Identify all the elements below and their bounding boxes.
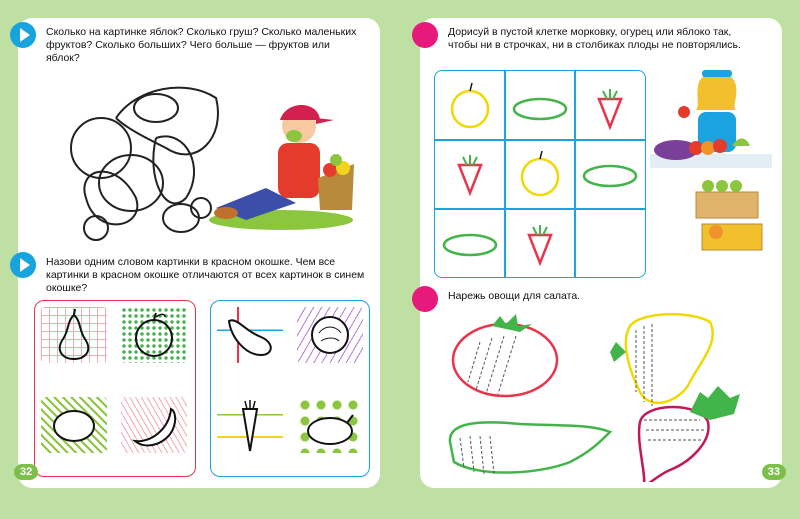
eggplant-2-card xyxy=(297,397,363,453)
red-window xyxy=(34,300,196,477)
apple-card xyxy=(121,307,187,363)
banana-card xyxy=(121,397,187,453)
market-seller-illustration xyxy=(646,64,776,254)
fruit-grid xyxy=(434,70,646,278)
carrot-r3c2 xyxy=(529,225,551,263)
pencil-icon[interactable] xyxy=(412,286,438,312)
tangled-fruit-outlines xyxy=(56,78,226,248)
play-icon[interactable] xyxy=(10,22,36,48)
blue-window xyxy=(210,300,370,477)
cucumber-r2c3 xyxy=(584,166,636,186)
pencil-icon[interactable] xyxy=(412,22,438,48)
play-icon[interactable] xyxy=(10,252,36,278)
cucumber-outline xyxy=(450,422,610,474)
lemon-card xyxy=(41,397,107,453)
apple-r1c1 xyxy=(452,83,488,127)
right-page xyxy=(420,18,782,488)
pear-card xyxy=(41,307,107,363)
carrot-r1c3 xyxy=(599,89,621,127)
vegetables-to-cut xyxy=(440,302,770,482)
eggplant-card xyxy=(217,307,283,363)
boy-with-fruit-basket-illustration xyxy=(206,98,356,233)
beet-outline xyxy=(639,386,740,482)
task-1-text: Сколько на картинке яблок? Сколько груш? Сколько маленьких фруктов? Сколько больших? Чего больше — фруктов или яблок? xyxy=(46,26,357,64)
page-number: 32 xyxy=(14,464,38,480)
pepper-outline xyxy=(610,314,713,406)
apple-r2c2 xyxy=(522,151,558,195)
grid-fruits xyxy=(435,71,645,277)
task-2-text: Назови одним словом картинки в красном окошке. Чем все картинки в красном окошке отличаются от всех картинок в синем окошке? xyxy=(46,256,365,294)
cabbage-card xyxy=(297,307,363,363)
tomato-outline xyxy=(453,314,557,396)
carrot-r2c1 xyxy=(459,155,481,193)
cucumber-r1c2 xyxy=(514,99,566,119)
task-4-text: Нарежь овощи для салата. xyxy=(448,290,581,302)
carrot-card xyxy=(217,397,283,453)
cucumber-r3c1 xyxy=(444,235,496,255)
page-number: 33 xyxy=(762,464,786,480)
left-page xyxy=(18,18,380,488)
task-3-text: Дорисуй в пустой клетке морковку, огурец или яблоко так, чтобы ни в строчках, ни в столбиках плоды не повторялись. xyxy=(448,26,741,51)
